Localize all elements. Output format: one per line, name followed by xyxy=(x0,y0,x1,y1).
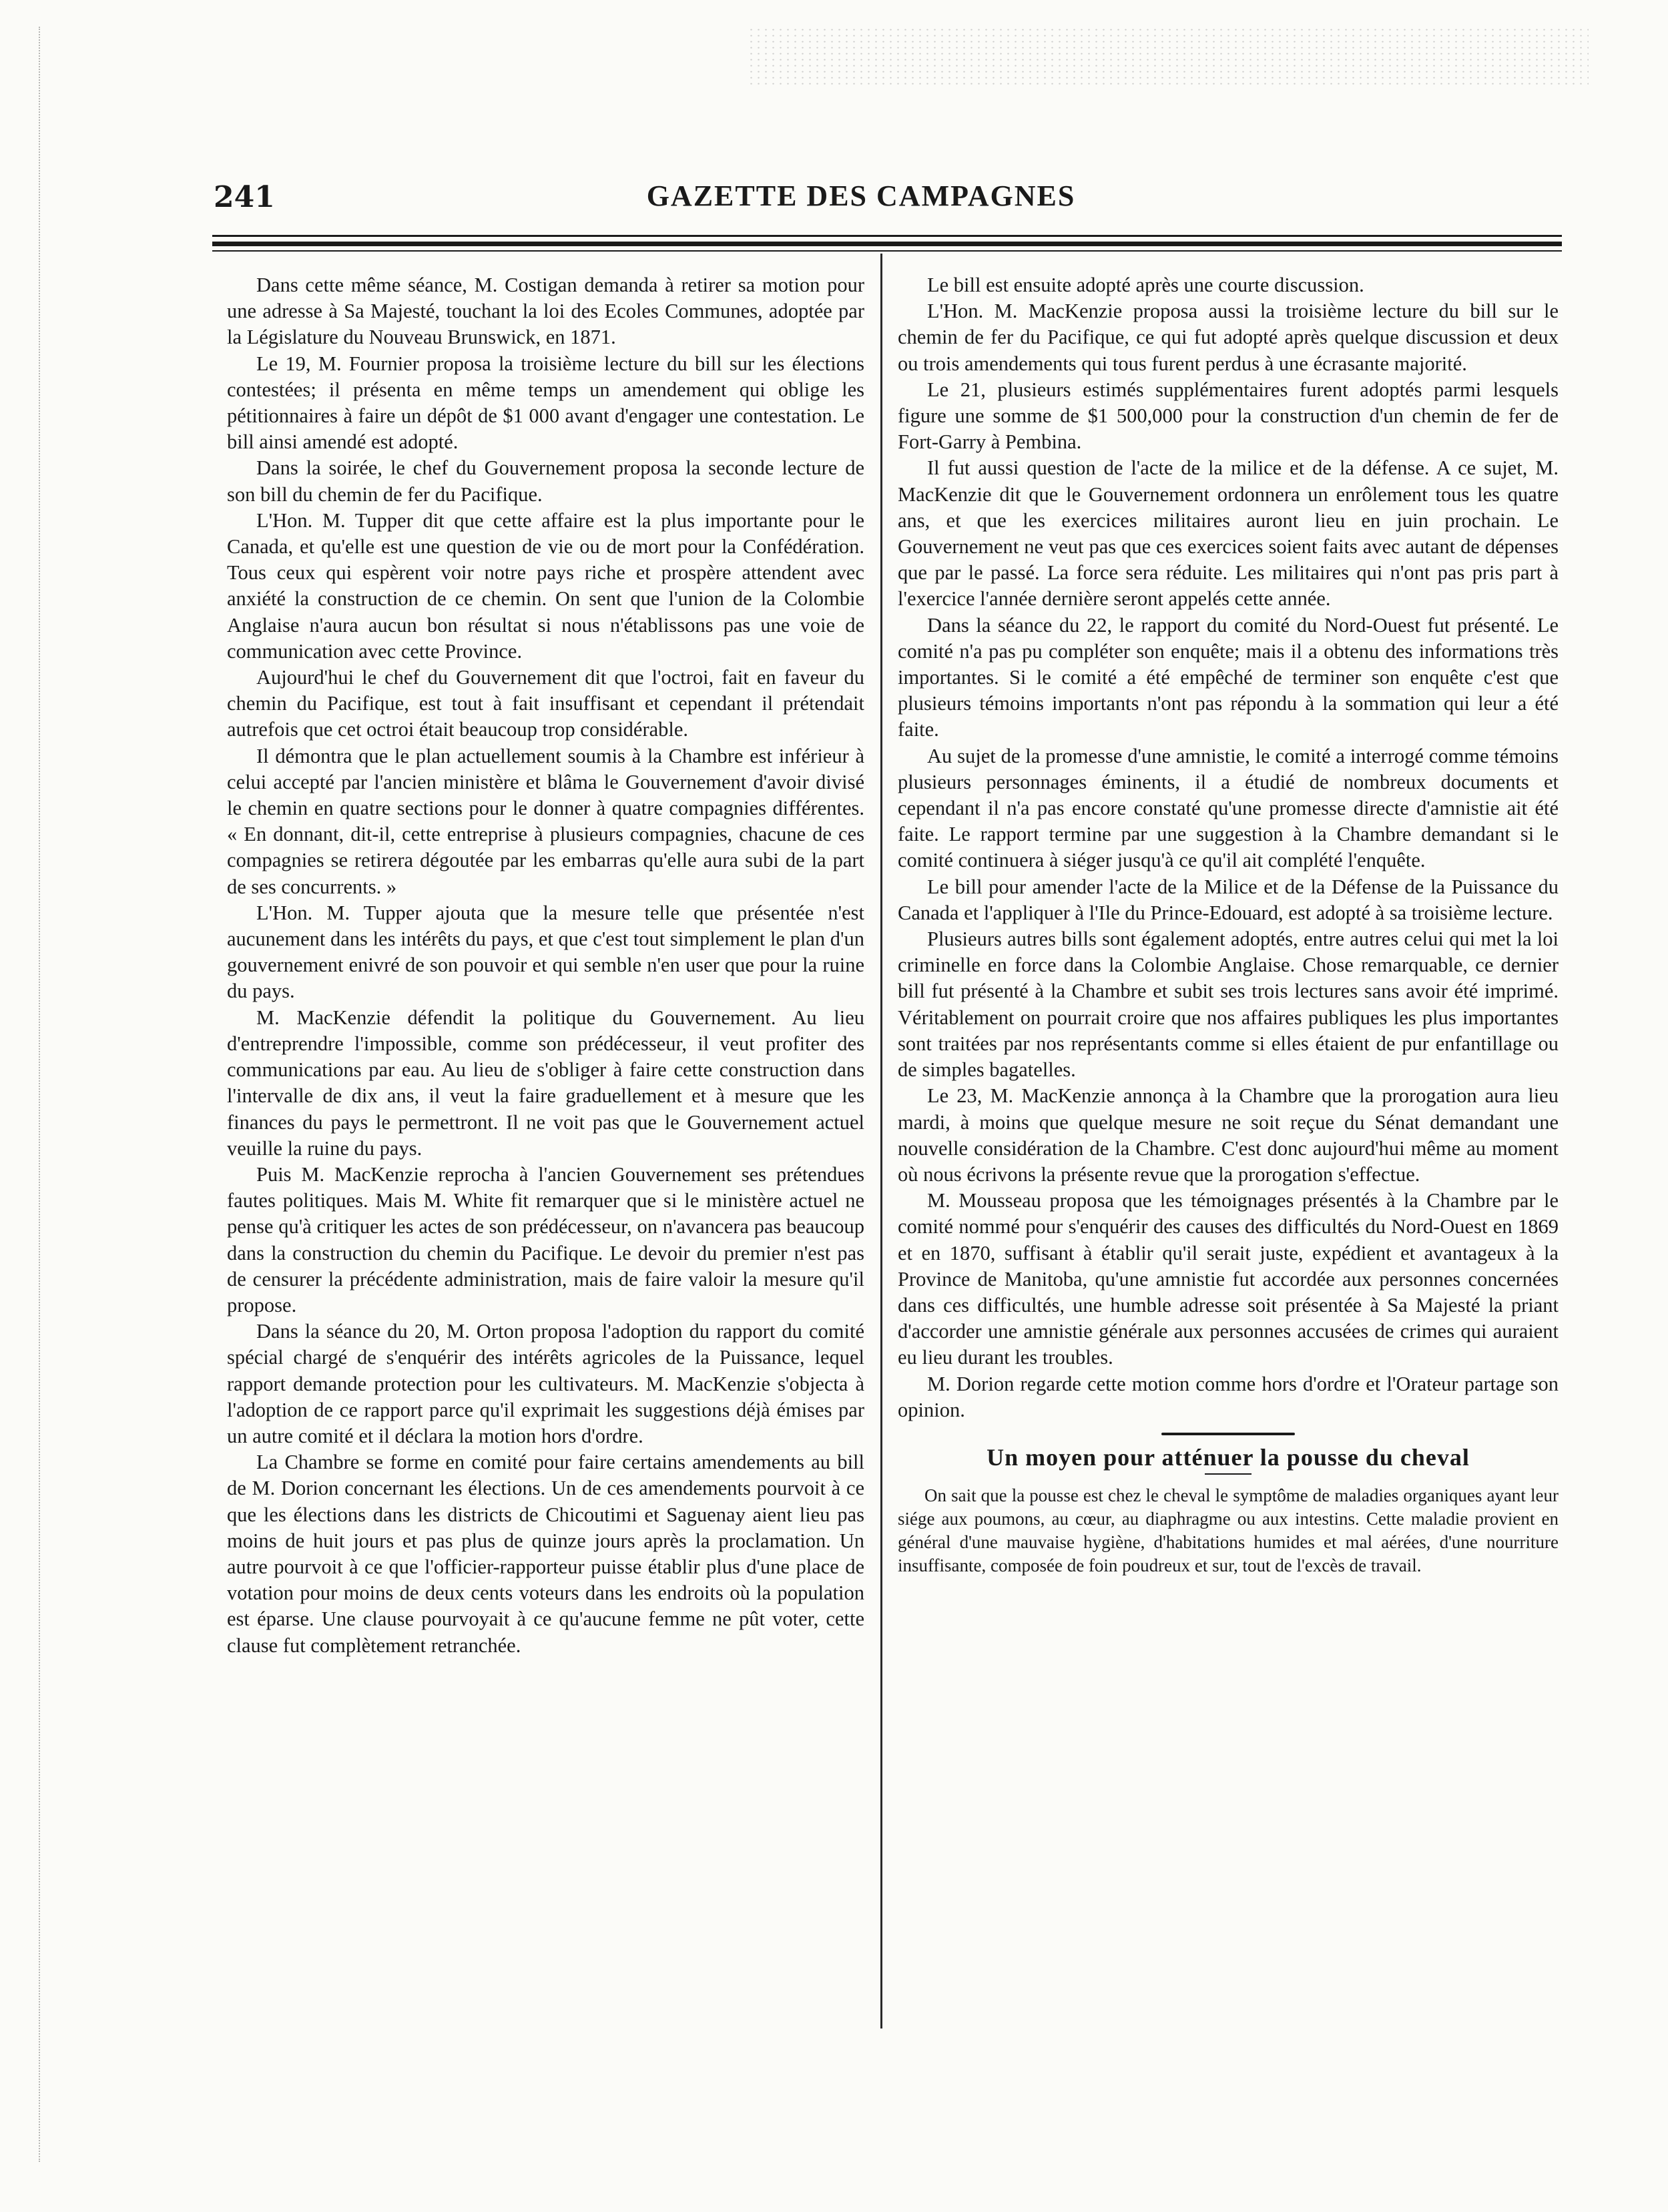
paragraph: Puis M. MacKenzie reprocha à l'ancien Gouvernement ses prétendues fautes politiques. Mais M. White fit remarquer que si le ministère actuel ne pense qu'à critiquer les actes de son prédécesseur, on n'avancera pas beaucoup dans la construction du chemin du Pacifique. Le devoir du premier n'est pas de censurer la précédente administration, mais de faire valoir la mesure qu'il propose. xyxy=(227,1162,864,1317)
paragraph: Le 21, plusieurs estimés supplémentaires furent adoptés parmi lesquels figure une somme de $1 500,000 pour la construction d'un chemin de fer de Fort-Garry à Pembina. xyxy=(898,378,1559,454)
scan-noise xyxy=(748,27,1589,87)
paragraph: Le 19, M. Fournier proposa la troisième lecture du bill sur les élections contestées; il présenta en même temps un amendement qui oblige les pétitionnaires à faire un dépôt de $1 000 avant d'engager une contestation. Le bill ainsi amendé est adopté. xyxy=(227,352,864,454)
paragraph: L'Hon. M. MacKenzie proposa aussi la troisième lecture du bill sur le chemin de fer du Pacifique, ce qui fut adopté après quelque discussion et deux ou trois amendements qui tous furent perdus à une écrasante majorité. xyxy=(898,300,1559,375)
binding-margin xyxy=(39,27,60,2162)
column-divider xyxy=(880,254,882,2029)
paragraph: Le 23, M. MacKenzie annonça à la Chambre que la prorogation aura lieu mardi, à moins que quelque mesure ne soit reçue du Sénat demandant une nouvelle considération de la Chambre. C'est donc aujourd'hui même au moment où nous écrivons la présente revue que la prorogation s'effectue. xyxy=(898,1084,1559,1186)
header-rule xyxy=(212,250,1562,252)
paragraph: Le bill pour amender l'acte de la Milice et de la Défense de la Puissance du Canada et l'appliquer à l'Ile du Prince-Edouard, est adopté à sa troisième lecture. xyxy=(898,875,1559,924)
article-separator xyxy=(1161,1433,1295,1435)
paragraph: Il démontra que le plan actuellement soumis à la Chambre est inférieur à celui accepté par l'ancien ministère et blâma le Gouvernement d'avoir divisé le chemin en quatre sections pour le donner à quatre compagnies différentes. « En donnant, dit-il, cette entreprise à plusieurs compagnies, chacune de ces compagnies se retirera dégoutée par les embarras qu'elle aura subi de la part de ses concurrents. » xyxy=(227,744,864,898)
header-rule xyxy=(212,242,1562,246)
paragraph: Le bill est ensuite adopté après une courte discussion. xyxy=(927,274,1364,296)
paragraph: Plusieurs autres bills sont également adoptés, entre autres celui qui met la loi criminelle en force dans la Colombie Anglaise. Chose remarquable, ce dernier bill fut présenté à la Chambre et subit ses trois lectures sans avoir été imprimé. Véritablement on pourrait croire que nos affaires publiques les plus importantes sont traitées par nos représentants comme si elles étaient de pur enfantillage ou de simples bagatelles. xyxy=(898,928,1559,1082)
paragraph: Aujourd'hui le chef du Gouvernement dit que l'octroi, fait en faveur du chemin du Pacifique, est tout à fait insuffisant et cependant il prétendait autrefois que cet octroi était beaucoup trop considérable. xyxy=(227,666,864,741)
left-column xyxy=(227,272,864,1659)
paragraph: M. Dorion regarde cette motion comme hors d'ordre et l'Orateur partage son opinion. xyxy=(898,1372,1559,1421)
header-rule xyxy=(212,235,1562,237)
article-body xyxy=(898,1484,1559,1577)
paragraph: Dans cette même séance, M. Costigan demanda à retirer sa motion pour une adresse à Sa Majesté, touchant la loi des Ecoles Communes, adoptée par la Législature du Nouveau Brunswick, en 1871. xyxy=(227,274,864,349)
journal-title: GAZETTE DES CAMPAGNES xyxy=(646,179,1076,212)
paragraph: L'Hon. M. Tupper dit que cette affaire est la plus importante pour le Canada, et qu'elle est une question de vie ou de mort pour la Confédération. Tous ceux qui espèrent voir notre pays riche et prospère attendent avec anxiété la construction de ce chemin. On sent que l'union de la Colombie Anglaise n'aura aucun bon résultat si nous n'établissons pas une voie de communication avec cette Province. xyxy=(227,508,864,663)
paragraph: M. MacKenzie défendit la politique du Gouvernement. Au lieu d'entreprendre l'impossible, comme son prédécesseur, il veut profiter des communications par eau. Au lieu de s'obliger à faire cette construction dans l'intervalle de dix ans, il veut la faire graduellement et à mesure que les finances du pays le permettront. Il ne voit pas que le Gouvernement actuel veuille la ruine du pays. xyxy=(227,1006,864,1160)
paragraph: Dans la séance du 22, le rapport du comité du Nord-Ouest fut présenté. Le comité n'a pas pu compléter son enquête; mais il a obtenu des informations très importantes. Si le comité a été empêché de terminer son enquête c'est que plusieurs témoins importants n'ont pas répondu à la sommation qui leur a été faite. xyxy=(898,613,1559,741)
paragraph: M. Mousseau proposa que les témoignages présentés à la Chambre par le comité nommé pour s'enquérir des causes des difficultés du Nord-Ouest en 1869 et en 1870, suffisant à établir qu'il serait juste, expédient et avantageux à la Province de Manitoba, qu'une amnistie fut accordée aux personnes concernées dans ces difficultés, une humble adresse soit présentée à Sa Majesté la priant d'accorder une amnistie générale aux personnes accusées de crimes qui auraient eu lieu durant les troubles. xyxy=(898,1189,1559,1369)
paragraph: L'Hon. M. Tupper ajouta que la mesure telle que présentée n'est aucunement dans les intérêts du pays, et que c'est tout simplement le plan d'un gouvernement enivré de son pouvoir et qui semble n'en user que pour la ruine du pays. xyxy=(227,901,864,1003)
article-title: Un moyen pour atténuer la pousse du cheval xyxy=(987,1443,1470,1471)
paragraph: Il fut aussi question de l'acte de la milice et de la défense. A ce sujet, M. MacKenzie dit que le Gouvernement ordonnera un enrôlement tous les quatre ans, et que les exercices militaires auront lieu en juin prochain. Le Gouvernement ne veut pas que ces exercices soient faits avec autant de dépenses que par le passé. La force sera réduite. Les militaires qui n'ont pas pris part à l'exercice l'année dernière seront appelés cette année. xyxy=(898,456,1559,611)
paragraph: La Chambre se forme en comité pour faire certains amendements au bill de M. Dorion concernant les élections. Un de ces amendements pourvoit à ce que les élections dans les districts de Chicoutimi et Saguenay aient lieu pas moins de huit jours et pas plus de quinze jours après la proclamation. Un autre pourvoit à ce que l'officier-rapporteur puisse établir plus d'une place de votation pour moins de deux cents voteurs dans les endroits où la population est éparse. Une clause pourvoyait à ce qu'aucune femme ne pût voter, cette clause fut complètement retranchée. xyxy=(227,1451,864,1657)
paragraph: Dans la séance du 20, M. Orton proposa l'adoption du rapport du comité spécial chargé de s'enquérir des intérêts agricoles de la Puissance, lequel rapport demande protection pour les cultivateurs. M. MacKenzie s'objecta à l'adoption de ce rapport parce qu'il exprimait les suggestions déjà émises par un autre comité et il déclara la motion hors d'ordre. xyxy=(227,1320,864,1447)
page-number: 241 xyxy=(214,180,275,214)
title-rule xyxy=(1205,1473,1252,1475)
paragraph: Au sujet de la promesse d'une amnistie, le comité a interrogé comme témoins plusieurs personnages éminents, il a étudié de nombreux documents et cependant il n'a pas encore constaté qu'une promesse directe d'amnistie ait été faite. Le rapport termine par une suggestion à la Chambre demandant si le comité continuera à siéger jusqu'à ce qu'il ait complété l'enquête. xyxy=(898,744,1559,872)
paragraph: On sait que la pousse est chez le cheval le symptôme de maladies organiques ayant leur siége aux poumons, au cœur, au diaphragme ou aux intestins. Cette maladie provient en général d'une mauvaise hygiène, d'habitations humides et mal aérées, d'une nourriture insuffisante, composée de foin poudreux et sur, tout de l'excès de travail. xyxy=(898,1485,1559,1576)
paragraph: Dans la soirée, le chef du Gouvernement proposa la seconde lecture de son bill du chemin de fer du Pacifique. xyxy=(227,456,864,506)
page-header xyxy=(214,175,1508,222)
right-column xyxy=(898,272,1559,1577)
